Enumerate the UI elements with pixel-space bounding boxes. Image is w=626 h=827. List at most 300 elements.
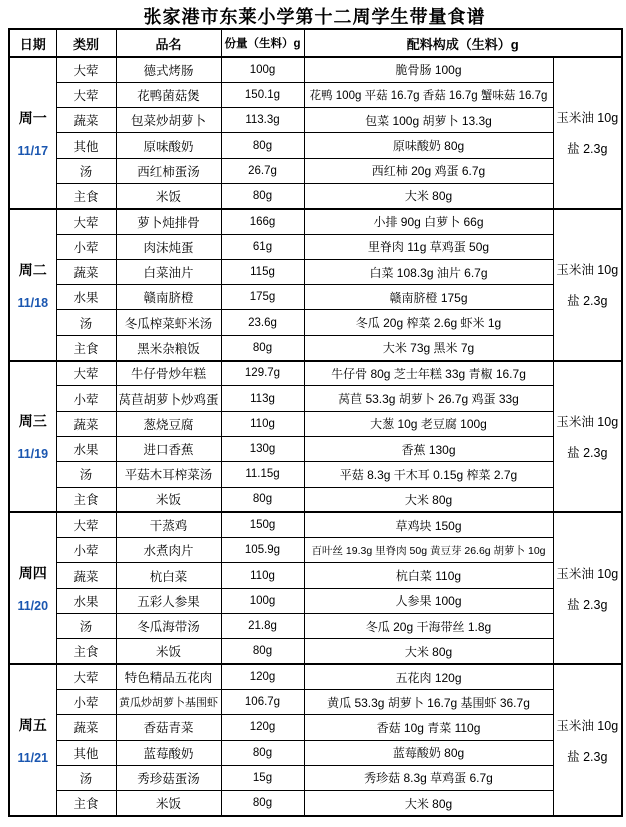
portion-cell [221, 335, 304, 360]
header-date [9, 29, 56, 57]
dish-name-cell-text: 冬瓜海带汤 [137, 620, 200, 635]
category-cell-text: 水果 [73, 594, 99, 609]
menu-row [9, 82, 622, 107]
menu-row [9, 133, 622, 158]
dish-name-cell-text: 牛仔骨炒年糕 [130, 367, 206, 382]
header-dish-name [116, 29, 221, 57]
ingredients-cell [304, 791, 553, 816]
condiment-line: 盐 2.3g [567, 597, 608, 612]
menu-row [9, 361, 622, 386]
category-cell-text: 汤 [79, 164, 93, 179]
portion-cell [221, 82, 304, 107]
menu-row [9, 285, 622, 310]
day-label: 周三 [18, 413, 47, 430]
portion-cell [221, 310, 304, 335]
ingredients-cell-text: 冬瓜 20g 榨菜 2.6g 虾米 1g [355, 316, 502, 331]
category-cell [56, 82, 116, 107]
ingredients-cell [304, 57, 553, 82]
category-cell-text: 水果 [73, 291, 99, 306]
condiment-line: 玉米油 10g [556, 111, 619, 126]
header-dish-name-text: 品名 [155, 36, 182, 52]
category-cell-text: 主食 [73, 341, 99, 356]
dish-name-cell-text: 赣南脐橙 [143, 291, 194, 306]
menu-row [9, 664, 622, 689]
condiment-line: 玉米油 10g [556, 718, 619, 733]
menu-row [9, 765, 622, 790]
dish-name-cell [116, 791, 221, 816]
dish-name-cell-text: 进口香蕉 [143, 443, 194, 458]
portion-cell-text: 130g [249, 443, 276, 456]
category-cell [56, 563, 116, 588]
category-cell [56, 614, 116, 639]
portion-cell [221, 234, 304, 259]
category-cell [56, 538, 116, 563]
ingredients-cell [304, 765, 553, 790]
portion-cell [221, 740, 304, 765]
portion-cell-text: 80g [252, 493, 273, 506]
menu-row [9, 436, 622, 461]
portion-cell [221, 411, 304, 436]
ingredients-cell [304, 386, 553, 411]
category-cell-text: 主食 [73, 493, 99, 508]
ingredients-cell [304, 183, 553, 208]
dish-name-cell-text: 干蒸鸡 [149, 519, 188, 534]
ingredients-cell-text: 小排 90g 白萝卜 66g [373, 215, 484, 230]
ingredients-cell [304, 285, 553, 310]
ingredients-cell [304, 588, 553, 613]
dish-name-cell-text: 原味酸奶 [143, 139, 194, 154]
ingredients-cell-text: 原味酸奶 80g [392, 139, 465, 154]
menu-row [9, 234, 622, 259]
portion-cell-text: 80g [252, 797, 273, 809]
menu-row [9, 209, 622, 234]
ingredients-cell [304, 538, 553, 563]
dish-name-cell-text: 米饭 [155, 797, 181, 811]
category-cell-text: 蔬菜 [73, 114, 99, 129]
category-cell [56, 158, 116, 183]
dish-name-cell-text: 白菜油片 [143, 266, 194, 281]
header-portion [221, 29, 304, 57]
portion-cell-text: 166g [249, 215, 276, 228]
category-cell [56, 664, 116, 689]
dish-name-cell-text: 香菇青菜 [143, 721, 194, 736]
ingredients-cell [304, 639, 553, 664]
dish-name-cell [116, 133, 221, 158]
dish-name-cell [116, 234, 221, 259]
ingredients-cell-text: 香蕉 130g [401, 442, 456, 457]
portion-cell [221, 765, 304, 790]
category-cell-text: 汤 [79, 468, 93, 483]
ingredients-cell [304, 310, 553, 335]
ingredients-cell [304, 82, 553, 107]
day-date: 11/21 [17, 751, 49, 766]
condiment-line: 玉米油 10g [556, 263, 619, 278]
category-cell [56, 133, 116, 158]
dish-name-cell [116, 740, 221, 765]
dish-name-cell [116, 386, 221, 411]
ingredients-cell-text: 包菜 100g 胡萝卜 13.3g [365, 113, 492, 128]
ingredients-cell [304, 689, 553, 714]
portion-cell [221, 538, 304, 563]
portion-cell [221, 791, 304, 816]
ingredients-cell [304, 715, 553, 740]
dish-name-cell-text: 米饭 [155, 645, 181, 660]
portion-cell [221, 436, 304, 461]
ingredients-cell [304, 462, 553, 487]
ingredients-cell-text: 蓝莓酸奶 80g [392, 746, 465, 761]
category-cell [56, 209, 116, 234]
category-cell-text: 主食 [73, 797, 99, 811]
dish-name-cell-text: 莴苣胡萝卜炒鸡蛋 [118, 392, 219, 407]
category-cell [56, 512, 116, 537]
ingredients-cell [304, 209, 553, 234]
ingredients-cell-text: 平菇 8.3g 干木耳 0.15g 榨菜 2.7g [339, 467, 518, 482]
menu-row [9, 512, 622, 537]
category-cell [56, 386, 116, 411]
dish-name-cell [116, 538, 221, 563]
dish-name-cell [116, 588, 221, 613]
category-cell [56, 183, 116, 208]
portion-cell-text: 80g [252, 746, 273, 759]
dish-name-cell [116, 108, 221, 133]
dish-name-cell-text: 黑米杂粮饭 [137, 341, 200, 356]
portion-cell [221, 133, 304, 158]
menu-row [9, 588, 622, 613]
category-cell-text: 小荤 [73, 392, 99, 407]
ingredients-cell-text: 人参果 100g [395, 594, 462, 609]
category-cell [56, 234, 116, 259]
dish-name-cell-text: 特色精品五花肉 [124, 671, 213, 686]
dish-name-cell [116, 361, 221, 386]
menu-row [9, 411, 622, 436]
portion-cell-text: 120g [249, 721, 276, 734]
dish-name-cell [116, 614, 221, 639]
portion-cell-text: 115g [250, 266, 275, 279]
ingredients-cell-text: 脆骨肠 100g [395, 63, 462, 78]
day-label: 周一 [18, 109, 47, 126]
menu-row [9, 791, 622, 816]
dish-name-cell-text: 黄瓜炒胡萝卜基围虾 [119, 697, 218, 710]
portion-cell-text: 100g [249, 63, 276, 76]
header-row [9, 29, 622, 57]
ingredients-cell-text: 西红柿 20g 鸡蛋 6.7g [371, 164, 486, 179]
portion-cell [221, 487, 304, 512]
dish-name-cell-text: 秀珍菇蛋汤 [137, 771, 200, 786]
dish-name-cell-text: 德式烤肠 [143, 63, 194, 78]
category-cell-text: 大荤 [73, 88, 99, 103]
dish-name-cell-text: 花鸭菌菇煲 [137, 88, 200, 103]
category-cell-text: 小荤 [73, 696, 99, 711]
dish-name-cell-text: 水煮肉片 [143, 544, 194, 559]
ingredients-cell-text: 香菇 10g 青菜 110g [376, 720, 481, 735]
category-cell [56, 335, 116, 360]
ingredients-cell [304, 614, 553, 639]
dish-name-cell [116, 209, 221, 234]
dish-name-cell [116, 436, 221, 461]
portion-cell [221, 563, 304, 588]
category-cell [56, 57, 116, 82]
day-date: 11/17 [17, 143, 49, 158]
portion-cell-text: 150g [249, 519, 276, 532]
portion-cell [221, 183, 304, 208]
dish-name-cell-text: 米饭 [155, 189, 181, 204]
menu-row [9, 108, 622, 133]
category-cell [56, 436, 116, 461]
category-cell-text: 大荤 [73, 215, 99, 230]
header-category [56, 29, 116, 57]
ingredients-cell-text: 白菜 108.3g 油片 6.7g [369, 265, 488, 280]
portion-cell-text: 80g [252, 645, 273, 658]
menu-table [8, 28, 623, 817]
portion-cell [221, 588, 304, 613]
ingredients-cell [304, 436, 553, 461]
menu-row [9, 462, 622, 487]
ingredients-cell-text: 花鸭 100g 平菇 16.7g 香菇 16.7g 蟹味菇 16.7g [309, 89, 548, 102]
dish-name-cell [116, 639, 221, 664]
category-cell-text: 大荤 [73, 63, 99, 78]
category-cell-text: 大荤 [73, 367, 99, 382]
day-cell [9, 664, 56, 816]
dish-name-cell-text: 萝卜炖排骨 [137, 215, 200, 230]
ingredients-cell-text: 黄瓜 53.3g 胡萝卜 16.7g 基围虾 36.7g [327, 695, 530, 710]
dish-name-cell [116, 259, 221, 284]
dish-name-cell-text: 五彩人参果 [137, 594, 200, 609]
portion-cell-text: 113.3g [245, 114, 280, 127]
ingredients-cell-text: 莴苣 53.3g 胡萝卜 26.7g 鸡蛋 33g [338, 392, 519, 406]
menu-row [9, 614, 622, 639]
condiment-line: 盐 2.3g [567, 445, 608, 460]
portion-cell-text: 80g [252, 189, 273, 202]
dish-name-cell [116, 512, 221, 537]
day-cell [9, 512, 56, 664]
menu-row [9, 715, 622, 740]
condiments-cell [553, 209, 622, 361]
menu-row [9, 158, 622, 183]
ingredients-cell [304, 133, 553, 158]
day-label: 周四 [18, 565, 47, 582]
category-cell [56, 411, 116, 436]
portion-cell [221, 512, 304, 537]
dish-name-cell-text: 冬瓜榨菜虾米汤 [124, 316, 213, 331]
category-cell-text: 汤 [79, 771, 93, 786]
day-label: 周五 [18, 717, 47, 734]
category-cell [56, 310, 116, 335]
dish-name-cell [116, 411, 221, 436]
portion-cell-text: 80g [252, 139, 273, 152]
ingredients-cell-text: 赣南脐橙 175g [389, 290, 468, 305]
dish-name-cell-text: 葱烧豆腐 [143, 417, 194, 432]
condiment-line: 玉米油 10g [556, 414, 619, 429]
day-cell [9, 361, 56, 513]
dish-name-cell [116, 715, 221, 740]
day-date: 11/18 [17, 295, 49, 310]
portion-cell [221, 715, 304, 740]
day-label: 周二 [18, 261, 47, 278]
portion-cell [221, 209, 304, 234]
dish-name-cell-text: 杭白菜 [149, 569, 188, 584]
portion-cell [221, 689, 304, 714]
dish-name-cell [116, 765, 221, 790]
header-ingredients [304, 29, 622, 57]
portion-cell-text: 105.9g [244, 544, 281, 557]
ingredients-cell-text: 大米 80g [404, 796, 453, 811]
dish-name-cell-text: 米饭 [155, 493, 181, 508]
ingredients-cell-text: 草鸡块 150g [395, 518, 462, 533]
dish-name-cell-text: 肉沫炖蛋 [143, 240, 194, 255]
menu-table-body [9, 57, 622, 816]
condiment-line: 盐 2.3g [567, 294, 608, 309]
dish-name-cell [116, 335, 221, 360]
portion-cell-text: 113g [250, 392, 275, 405]
category-cell [56, 285, 116, 310]
category-cell-text: 其他 [73, 139, 99, 154]
dish-name-cell [116, 158, 221, 183]
dish-name-cell-text: 包菜炒胡萝卜 [130, 114, 206, 129]
portion-cell-text: 110g [250, 569, 275, 582]
category-cell-text: 蔬菜 [73, 569, 99, 584]
portion-cell [221, 57, 304, 82]
ingredients-cell-text: 百叶丝 19.3g 里脊肉 50g 黄豆芽 26.6g 胡萝卜 10g [311, 544, 546, 557]
category-cell [56, 462, 116, 487]
ingredients-cell [304, 563, 553, 588]
dish-name-cell-text: 平菇木耳榨菜汤 [124, 468, 213, 483]
menu-row [9, 183, 622, 208]
ingredients-cell [304, 234, 553, 259]
category-cell [56, 715, 116, 740]
condiments-cell [553, 512, 622, 664]
ingredients-cell-text: 冬瓜 20g 干海带丝 1.8g [365, 619, 492, 634]
dish-name-cell-text: 西红柿蛋汤 [137, 164, 200, 179]
category-cell-text: 汤 [79, 316, 93, 331]
portion-cell [221, 614, 304, 639]
category-cell [56, 639, 116, 664]
portion-cell-text: 106.7g [244, 696, 281, 709]
category-cell [56, 108, 116, 133]
dish-name-cell [116, 462, 221, 487]
ingredients-cell-text: 大米 80g [404, 644, 453, 659]
menu-row [9, 689, 622, 714]
category-cell-text: 主食 [73, 189, 99, 204]
menu-row [9, 740, 622, 765]
category-cell [56, 740, 116, 765]
portion-cell-text: 100g [249, 594, 276, 607]
category-cell-text: 蔬菜 [73, 721, 99, 736]
portion-cell-text: 11.15g [245, 468, 280, 481]
menu-row [9, 639, 622, 664]
ingredients-cell [304, 259, 553, 284]
dish-name-cell [116, 57, 221, 82]
ingredients-cell [304, 108, 553, 133]
condiments-cell [553, 57, 622, 209]
portion-cell-text: 80g [252, 341, 273, 354]
category-cell-text: 其他 [73, 746, 99, 761]
portion-cell-text: 26.7g [248, 164, 277, 177]
menu-table-header [9, 29, 622, 57]
category-cell-text: 蔬菜 [73, 417, 99, 432]
menu-row [9, 259, 622, 284]
category-cell [56, 588, 116, 613]
category-cell-text: 小荤 [73, 544, 99, 559]
dish-name-cell [116, 310, 221, 335]
menu-row [9, 487, 622, 512]
day-date: 11/20 [17, 599, 49, 614]
dish-name-cell [116, 664, 221, 689]
ingredients-cell-text: 大葱 10g 老豆腐 100g [370, 417, 487, 432]
ingredients-cell [304, 487, 553, 512]
category-cell [56, 689, 116, 714]
ingredients-cell-text: 里脊肉 11g 草鸡蛋 50g [367, 240, 490, 255]
portion-cell-text: 175g [249, 291, 276, 304]
day-cell [9, 57, 56, 209]
portion-cell [221, 285, 304, 310]
ingredients-cell [304, 361, 553, 386]
ingredients-cell-text: 大米 80g [404, 189, 453, 204]
category-cell [56, 487, 116, 512]
portion-cell [221, 386, 304, 411]
portion-cell [221, 664, 304, 689]
ingredients-cell [304, 740, 553, 765]
portion-cell [221, 108, 304, 133]
condiment-line: 玉米油 10g [556, 566, 619, 581]
category-cell [56, 259, 116, 284]
menu-row [9, 57, 622, 82]
portion-cell [221, 259, 304, 284]
menu-row [9, 335, 622, 360]
portion-cell-text: 120g [249, 671, 276, 684]
ingredients-cell [304, 335, 553, 360]
ingredients-cell [304, 411, 553, 436]
category-cell [56, 791, 116, 816]
category-cell-text: 大荤 [73, 519, 99, 534]
ingredients-cell-text: 大米 73g 黑米 7g [382, 341, 475, 356]
dish-name-cell [116, 183, 221, 208]
header-date-text: 日期 [19, 36, 46, 52]
dish-name-cell [116, 285, 221, 310]
category-cell [56, 765, 116, 790]
ingredients-cell-text: 秀珍菇 8.3g 草鸡蛋 6.7g [364, 771, 493, 786]
menu-row [9, 563, 622, 588]
portion-cell [221, 361, 304, 386]
category-cell-text: 主食 [73, 645, 99, 660]
category-cell-text: 小荤 [73, 240, 99, 255]
portion-cell-text: 61g [252, 240, 273, 253]
ingredients-cell-text: 大米 80g [404, 492, 453, 507]
portion-cell-text: 150.1g [244, 88, 281, 101]
ingredients-cell-text: 杭白菜 110g [395, 569, 462, 584]
condiments-cell [553, 664, 622, 816]
category-cell-text: 蔬菜 [73, 266, 99, 281]
dish-name-cell [116, 487, 221, 512]
header-ingredients-text: 配料构成（生料）g [406, 36, 519, 52]
dish-name-cell [116, 689, 221, 714]
condiments-cell [553, 361, 622, 513]
day-cell [9, 209, 56, 361]
ingredients-cell-text: 牛仔骨 80g 芝士年糕 33g 青椒 16.7g [331, 366, 526, 381]
day-date: 11/19 [17, 447, 49, 462]
portion-cell [221, 639, 304, 664]
condiment-line: 盐 2.3g [567, 749, 608, 764]
ingredients-cell [304, 664, 553, 689]
portion-cell-text: 15g [252, 771, 273, 784]
page-title: 张家港市东莱小学第十二周学生带量食谱 [143, 7, 486, 27]
ingredients-cell [304, 158, 553, 183]
dish-name-cell [116, 82, 221, 107]
header-category-text: 类别 [72, 36, 99, 52]
ingredients-cell-text: 五花肉 120g [395, 670, 462, 685]
header-portion-text: 份量（生料）g [224, 38, 301, 50]
menu-row [9, 386, 622, 411]
category-cell-text: 汤 [79, 620, 93, 635]
